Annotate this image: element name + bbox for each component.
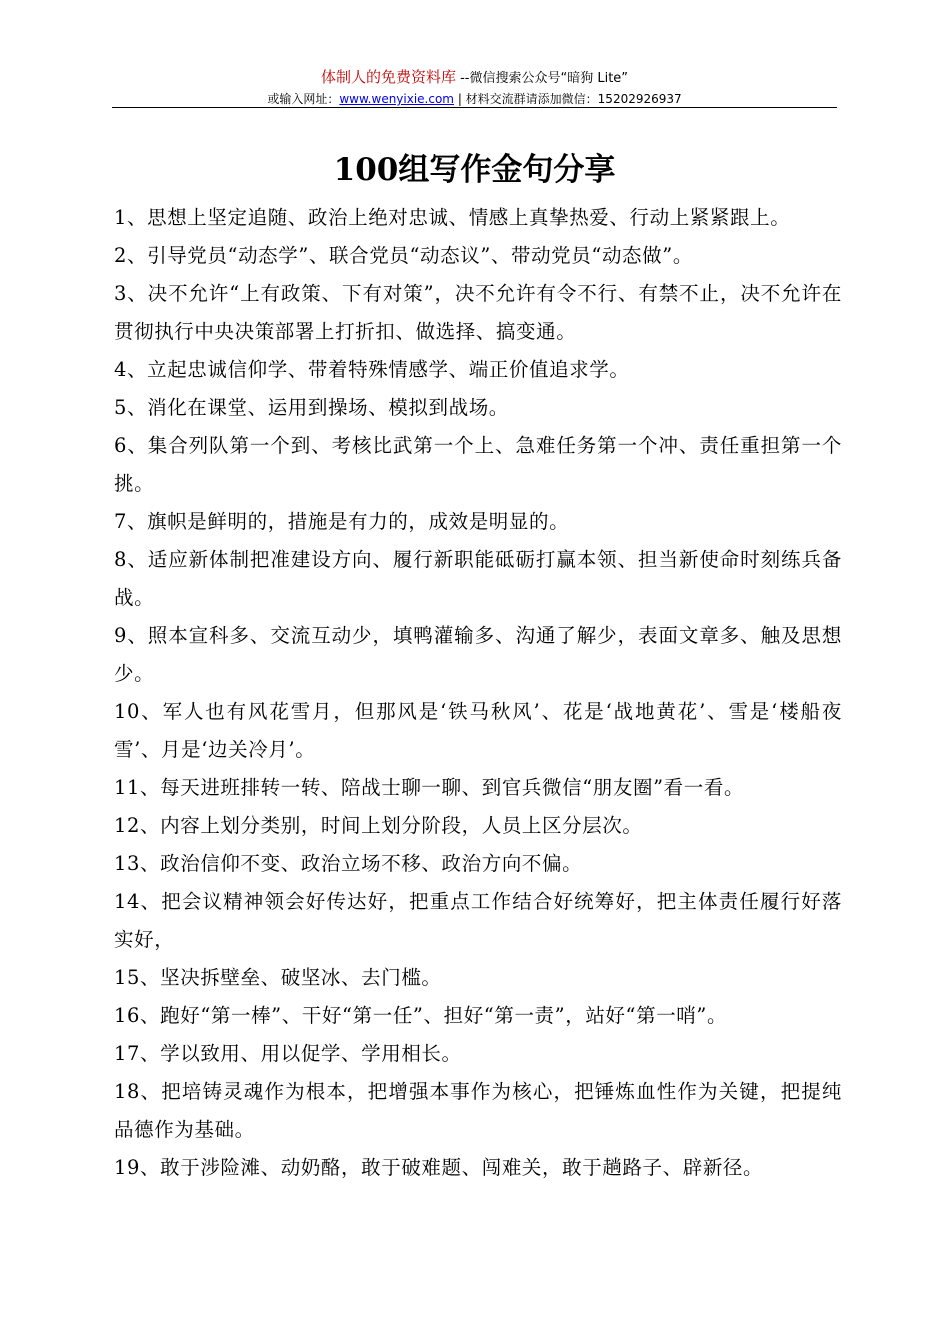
list-item: 11、每天进班排转一转、陪战士聊一聊、到官兵微信“朋友圈”看一看。 [114,776,745,799]
list-item: 1、思想上坚定追随、政治上绝对忠诚、情感上真挚热爱、行动上紧紧跟上。 [114,206,791,229]
list-item: 13、政治信仰不变、政治立场不移、政治方向不偏。 [114,852,583,875]
header-divider [112,107,837,108]
contact-info: | 材料交流群请添加微信：15202926937 [454,92,682,106]
list-item: 9、照本宣科多、交流互动少，填鸭灌输多、沟通了解少，表面文章多、触及思想少。 [114,624,842,685]
header-contact-line [112,90,837,108]
list-item: 12、内容上划分类别，时间上划分阶段，人员上区分层次。 [114,814,643,837]
list-item: 15、坚决拆壁垒、破坚冰、去门槛。 [114,966,442,989]
list-item: 7、旗帜是鲜明的，措施是有力的，成效是明显的。 [114,510,570,533]
page-header [112,66,837,108]
list-item: 14、把会议精神领会好传达好，把重点工作结合好统筹好，把主体责任履行好落实好， [114,890,842,951]
header-banner [112,66,837,90]
brand-name: 体制人的免费资料库 [320,68,456,86]
list-item: 3、决不允许“上有政策、下有对策”，决不允许有令不行、有禁不止，决不允许在贯彻执行中央决策部署上打折扣、做选择、搞变通。 [114,282,842,343]
document-body [114,199,842,1187]
list-item: 2、引导党员“动态学”、联合党员“动态议”、带动党员“动态做”。 [114,244,693,267]
list-item: 16、跑好“第一棒”、干好“第一任”、担好“第一责”，站好“第一哨”。 [114,1004,728,1027]
list-item: 10、军人也有风花雪月，但那风是‘铁马秋风’、花是‘战地黄花’、雪是‘楼船夜雪’、月是‘边关冷月’。 [114,700,842,761]
url-label: 或输入网址： [267,92,340,106]
list-item: 18、把培铸灵魂作为根本，把增强本事作为核心，把锤炼血性作为关键，把提纯品德作为基础。 [114,1080,842,1141]
website-link[interactable]: www.wenyixie.com [339,92,454,106]
list-item: 4、立起忠诚信仰学、带着特殊情感学、端正价值追求学。 [114,358,630,381]
list-item: 19、敢于涉险滩、动奶酪，敢于破难题、闯难关，敢于趟路子、辟新径。 [114,1156,764,1179]
list-item: 8、适应新体制把准建设方向、履行新职能砥砺打赢本领、担当新使命时刻练兵备战。 [114,548,842,609]
list-item: 17、学以致用、用以促学、学用相长。 [114,1042,462,1065]
header-tagline: --微信搜索公众号“暗狗 Lite” [455,71,629,86]
list-item: 6、集合列队第一个到、考核比武第一个上、急难任务第一个冲、责任重担第一个挑。 [114,434,842,495]
document-title: 100组写作金句分享 [333,152,616,188]
list-item: 5、消化在课堂、运用到操场、模拟到战场。 [114,396,509,419]
